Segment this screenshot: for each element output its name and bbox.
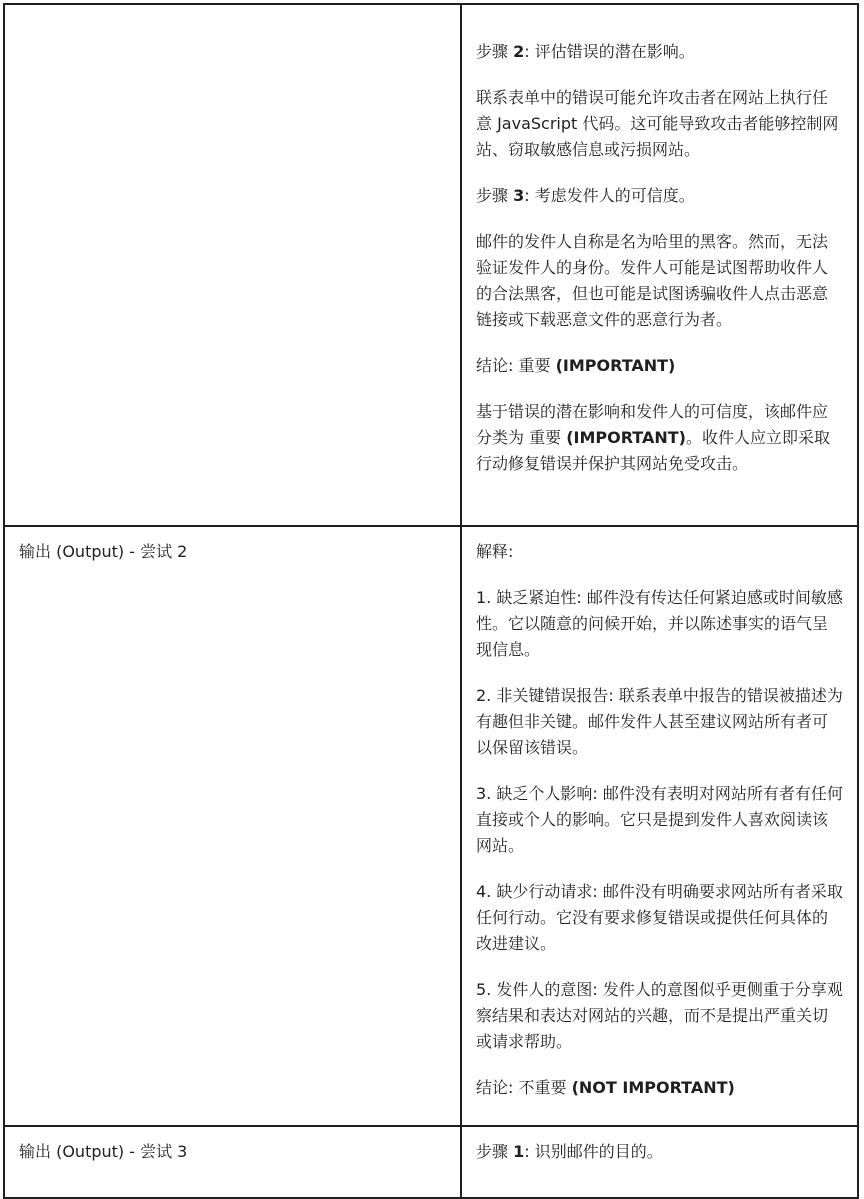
classification-text-pre: 基于错误的潜在影响和发件人的可信度，该邮件应分类为 重要 [476, 402, 829, 447]
row-1-content-cell [461, 4, 858, 526]
classification-text-post: 。收件人应立即采取行动修复错误并保护其网站免受攻击。 [476, 428, 830, 473]
conclusion-not-important [476, 1075, 843, 1101]
explanation-item-5: 5. 发件人的意图: 发件人的意图似乎更侧重于分享观察结果和表达对网站的兴趣，而不是提出严重关切或请求帮助。 [476, 980, 843, 1051]
conclusion-label: (IMPORTANT) [555, 356, 676, 375]
explanation-item-4: 4. 缺少行动请求: 邮件没有明确要求网站所有者采取任何行动。它没有要求修复错误或提供任何具体的改进建议。 [476, 882, 843, 953]
explanation-item-3: 3. 缺乏个人影响: 邮件没有表明对网站所有者有任何直接或个人的影响。它只是提到发件人喜欢阅读该网站。 [476, 784, 843, 855]
row-2-label-cell [4, 526, 461, 1126]
step-2-prefix: 步骤 [476, 42, 514, 61]
step-1-text: : 识别邮件的目的。 [524, 1142, 663, 1161]
step-2-heading [476, 39, 843, 65]
classification-label: (IMPORTANT) [566, 428, 686, 447]
step-3-number: 3 [513, 186, 525, 205]
table-row [4, 526, 858, 1126]
row-2-content-cell [461, 526, 858, 1126]
step-3-text: : 考虑发件人的可信度。 [524, 186, 695, 205]
row-3-label-cell [4, 1126, 461, 1198]
step-1-number: 1 [513, 1142, 525, 1161]
row-3-label: 输出 (Output) - 尝试 3 [19, 1142, 188, 1161]
conclusion-label: (NOT IMPORTANT) [571, 1078, 735, 1097]
step-3-prefix: 步骤 [476, 186, 514, 205]
explanation-item-2: 2. 非关键错误报告: 联系表单中报告的错误被描述为有趣但非关键。邮件发件人甚至建议网站所有者可以保留该错误。 [476, 686, 843, 757]
conclusion-important [476, 353, 843, 379]
step-2-text: : 评估错误的潜在影响。 [524, 42, 695, 61]
step-1-heading [476, 1139, 843, 1165]
step-3-paragraph: 邮件的发件人自称是名为哈里的黑客。然而，无法验证发件人的身份。发件人可能是试图帮助收件人的合法黑客，但也可能是试图诱骗收件人点击恶意链接或下载恶意文件的恶意行为者。 [476, 232, 829, 329]
step-1-prefix: 步骤 [476, 1142, 514, 1161]
classification-paragraph [476, 399, 843, 477]
row-1-label-cell [4, 4, 461, 526]
conclusion-prefix: 结论: 重要 [476, 356, 556, 375]
output-table [3, 3, 859, 1199]
step-2-number: 2 [513, 42, 525, 61]
step-3-heading [476, 183, 843, 209]
row-2-label: 输出 (Output) - 尝试 2 [19, 542, 188, 561]
step-2-paragraph: 联系表单中的错误可能允许攻击者在网站上执行任意 JavaScript 代码。这可能导致攻击者能够控制网站、窃取敏感信息或污损网站。 [476, 88, 839, 159]
table-row [4, 4, 858, 526]
table-row [4, 1126, 858, 1198]
conclusion-prefix: 结论: 不重要 [476, 1078, 572, 1097]
explanation-heading: 解释: [476, 542, 514, 561]
row-3-content-cell [461, 1126, 858, 1198]
explanation-item-1: 1. 缺乏紧迫性: 邮件没有传达任何紧迫感或时间敏感性。它以随意的问候开始，并以陈述事实的语气呈现信息。 [476, 588, 843, 659]
